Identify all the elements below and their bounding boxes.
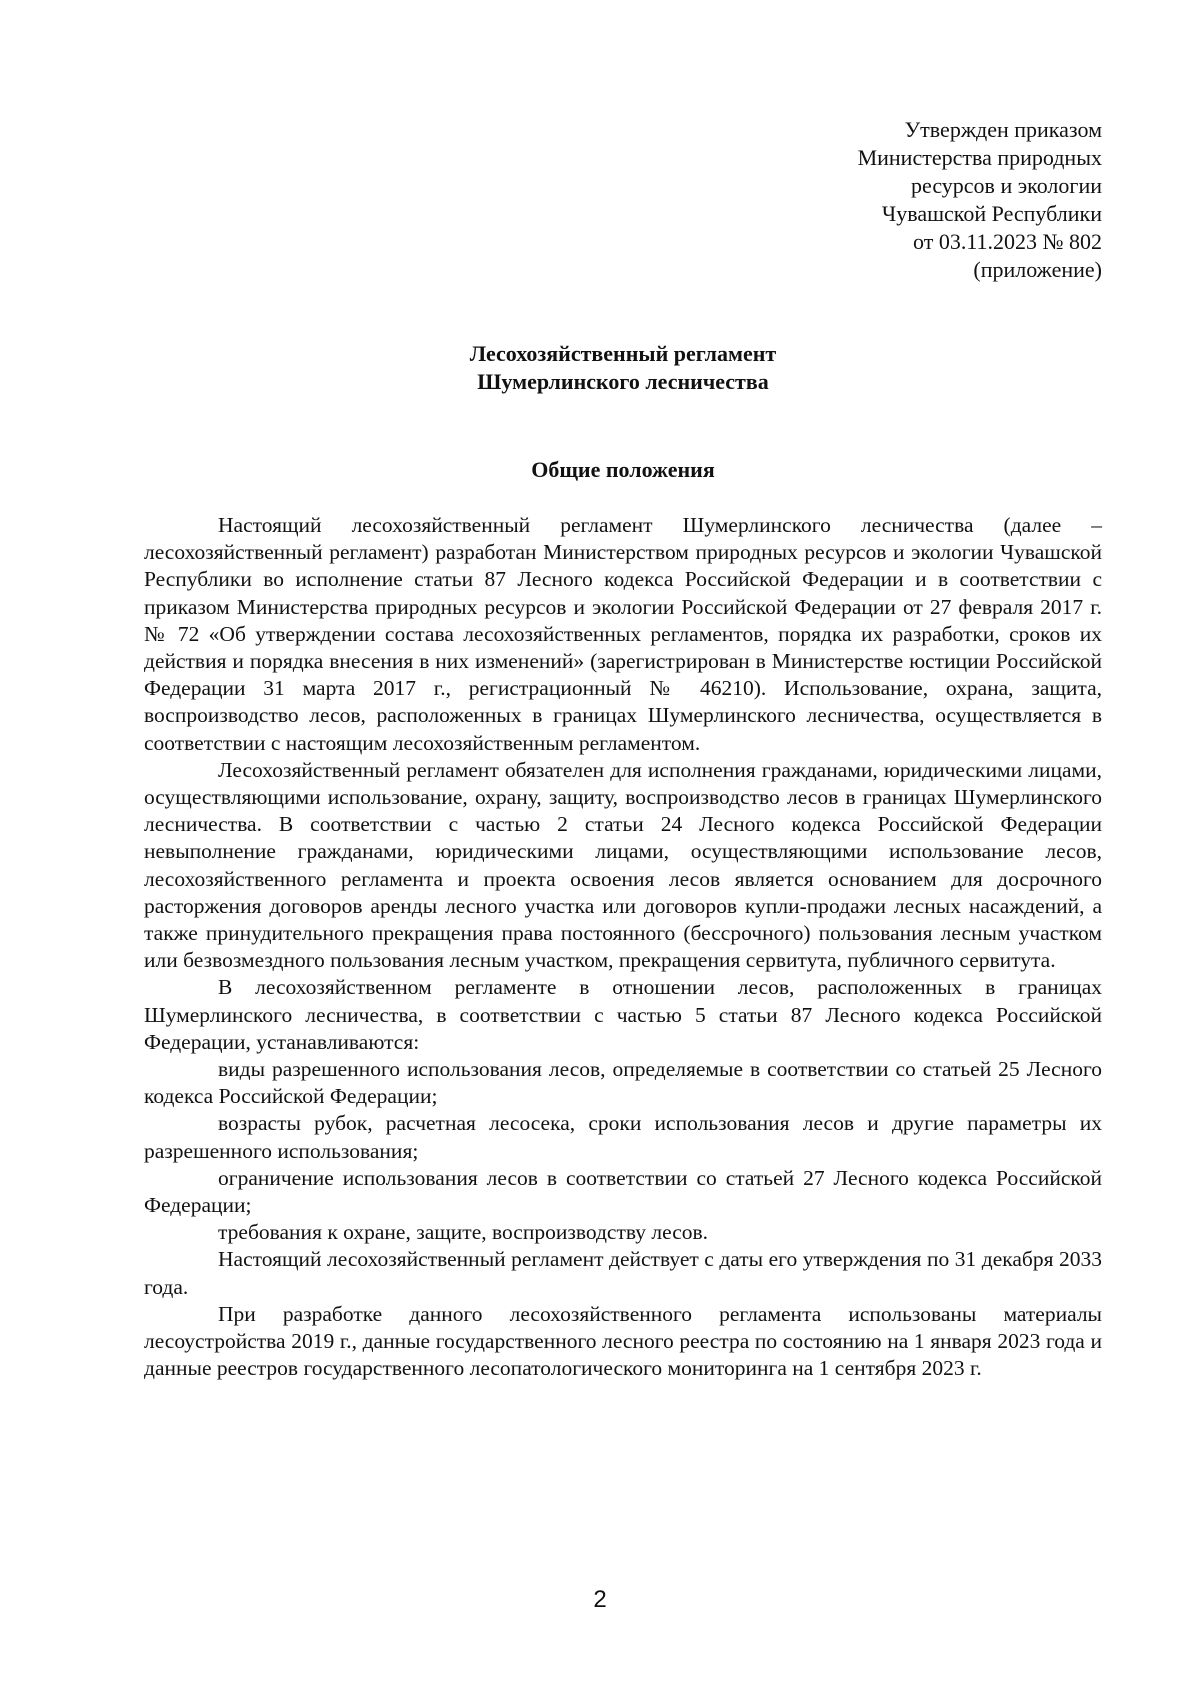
paragraph: виды разрешенного использования лесов, определяемые в соответствии со статьей 25 Лесного кодекса Российской Федерации; — [144, 1057, 1102, 1109]
paragraph: Лесохозяйственный регламент обязателен для исполнения гражданами, юридическими лицами, осуществляющими использование, охрану, защиту, воспроизводство лесов в границах Шумерлинского лесничества. В соответствии с частью 2 статьи 24 Лесного кодекса Российской Федерации невыполнение гражданами, юридическими лицами, осуществляющими использование лесов, лесохозяйственного регламента и проекта освоения лесов является основанием для досрочного расторжения договоров аренды лесного участка или договоров купли-продажи лесных насаждений, а также принудительного прекращения права постоянного (бессрочного) пользования лесным участком или безвозмездного пользования лесным участком, прекращения сервитута, публичного сервитута. — [144, 757, 1102, 973]
approval-line: от 03.11.2023 № 802 — [913, 229, 1102, 254]
document-title-line: Шумерлинского лесничества — [477, 369, 769, 394]
paragraph: При разработке данного лесохозяйственного регламента использованы материалы лесоустройства 2019 г., данные государственного лесного реестра по состоянию на 1 января 2023 года и данные реестров государственного лесопатологического мониторинга на 1 сентября 2023 г. — [144, 1301, 1102, 1381]
document-title-line: Лесохозяйственный регламент — [469, 341, 777, 366]
document-title — [144, 340, 1102, 396]
paragraph: возрасты рубок, расчетная лесосека, сроки использования лесов и другие параметры их разрешенного использования; — [144, 1111, 1102, 1163]
approval-block — [858, 116, 1102, 284]
paragraph: Настоящий лесохозяйственный регламент Шумерлинского лесничества (далее – лесохозяйственный регламент) разработан Министерством природных ресурсов и экологии Чувашской Республики во исполнение статьи 87 Лесного кодекса Российской Федерации и в соответствии с приказом Министерства природных ресурсов и экологии Российской Федерации от 27 февраля 2017 г. № 72 «Об утверждении состава лесохозяйственных регламентов, порядка их разработки, сроков их действия и порядка внесения в них изменений» (зарегистрирован в Министерстве юстиции Российской Федерации 31 марта 2017 г., регистрационный № 46210). Использование, охрана, защита, воспроизводство лесов, расположенных в границах Шумерлинского лесничества, осуществляется в соответствии с настоящим лесохозяйственным регламентом. — [144, 513, 1102, 755]
approval-line: Чувашской Республики — [881, 201, 1102, 226]
paragraph: ограничение использования лесов в соответствии со статьей 27 Лесного кодекса Российской Федерации; — [144, 1165, 1102, 1218]
paragraph: Настоящий лесохозяйственный регламент действует с даты его утверждения по 31 декабря 2033 года. — [144, 1247, 1102, 1299]
approval-line: ресурсов и экологии — [911, 173, 1102, 198]
document-body — [144, 512, 1102, 1383]
section-title: Общие положения — [531, 457, 715, 482]
approval-line: Утвержден приказом — [904, 117, 1102, 142]
approval-line: (приложение) — [973, 257, 1102, 282]
paragraph: требования к охране, защите, воспроизводству лесов. — [218, 1220, 709, 1245]
approval-line: Министерства природных — [857, 145, 1102, 170]
page-number: 2 — [593, 1586, 607, 1613]
paragraph: В лесохозяйственном регламенте в отношении лесов, расположенных в границах Шумерлинского лесничества, в соответствии с частью 5 статьи 87 Лесного кодекса Российской Федерации, устанавливаются: — [144, 975, 1102, 1054]
